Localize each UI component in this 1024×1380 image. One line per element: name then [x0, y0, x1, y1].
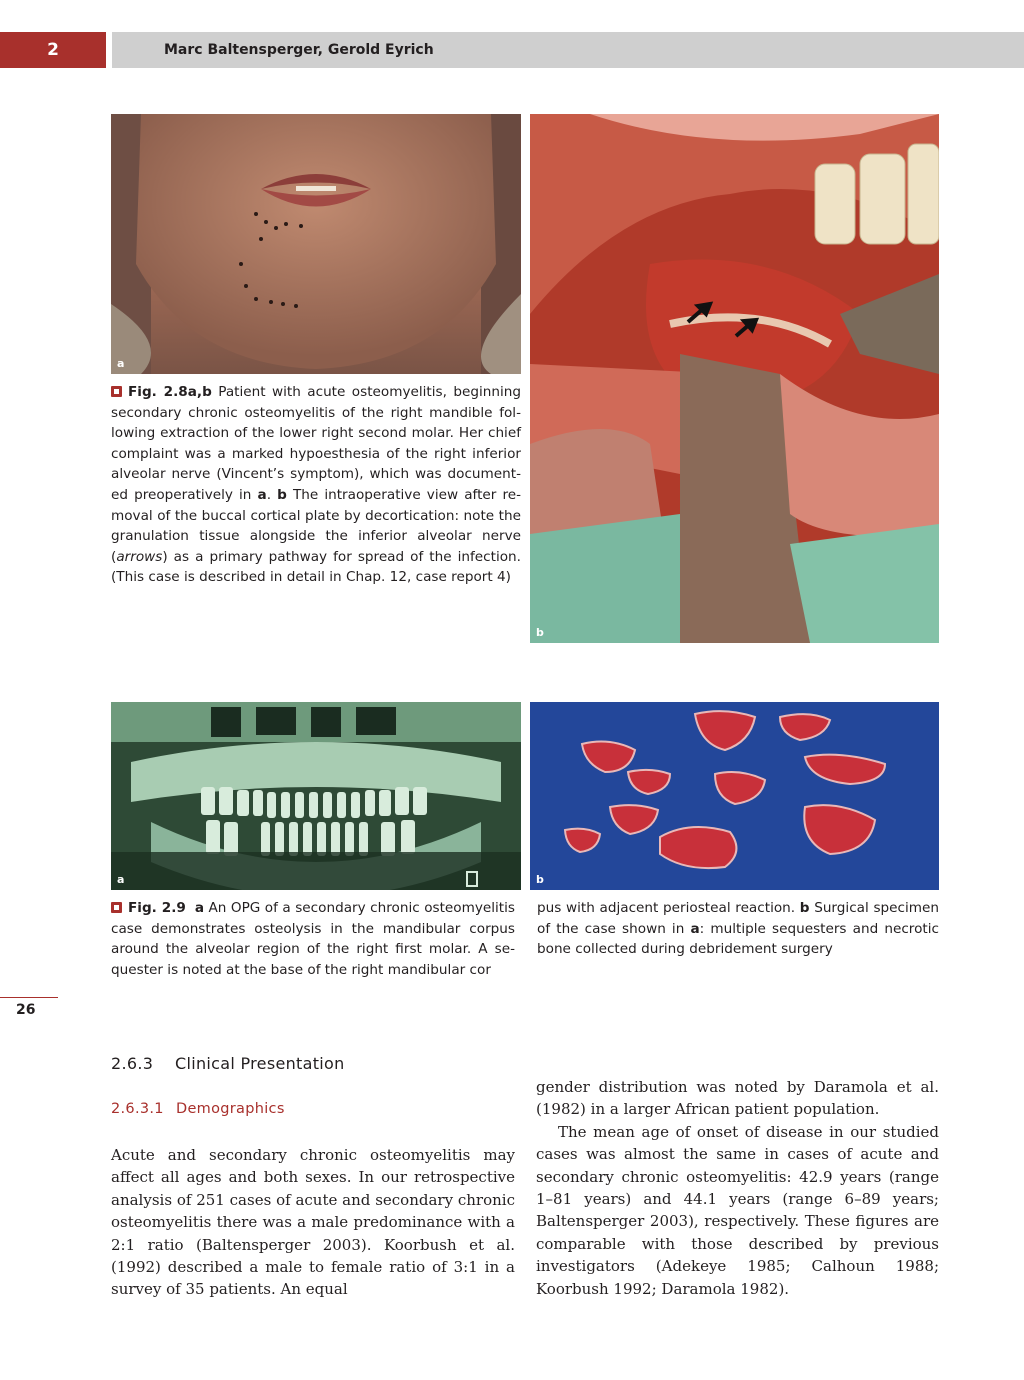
panel-label-b: b — [536, 873, 544, 886]
figure-2-9-caption-left — [111, 898, 515, 980]
running-header — [112, 32, 1024, 68]
caption-text: pus with adjacent periosteal reaction. — [537, 900, 800, 916]
caption-text: Surgical specimen of the case shown in — [537, 900, 939, 937]
subsection-title: Demographics — [176, 1101, 285, 1117]
caption-text: An OPG of a secondary chronic osteomyelitis case demonstrates osteolysis in the mandibular corpus around the alveolar region of the right first molar. A sequester is noted at the base of the right mandibular cor — [111, 900, 515, 978]
figure-2-8a-face-photo — [111, 114, 521, 374]
chapter-number: 2 — [0, 32, 106, 68]
panel-label-a: a — [117, 357, 125, 370]
caption-text: : multiple sequesters and necrotic bone collected during debridement surgery — [537, 920, 939, 958]
caption-ref-a: a — [257, 486, 267, 503]
subsection-heading — [111, 1101, 285, 1117]
caption-label: Fig. 2.8a,b — [128, 384, 212, 400]
figure-2-9-caption-right — [537, 898, 939, 960]
page-number: 26 — [16, 1002, 36, 1018]
page-number-rule — [0, 997, 58, 998]
section-title: Clinical Presentation — [175, 1054, 345, 1073]
body-text-left-column — [111, 1144, 515, 1301]
caption-ref-b: b — [277, 486, 287, 503]
header-authors: Marc Baltensperger, Gerold Eyrich — [164, 42, 434, 58]
caption-marker-icon — [111, 386, 122, 397]
figure-2-9b-specimen-photo — [530, 702, 939, 890]
caption-text: The intraoperative view after removal of the buccal cortical plate by decortication: note the granulation tissue alongside the inferior alveolar nerve ( — [111, 486, 521, 565]
caption-ref-a: a — [194, 900, 204, 916]
figure-2-9a-opg-xray — [111, 702, 521, 890]
caption-label: Fig. 2.9 — [128, 900, 186, 916]
subsection-number: 2.6.3.1 — [111, 1101, 164, 1117]
caption-marker-icon — [111, 902, 122, 913]
section-number: 2.6.3 — [111, 1054, 154, 1073]
caption-italic: arrows — [116, 548, 163, 565]
caption-ref-b: b — [799, 900, 810, 916]
section-heading — [111, 1054, 345, 1073]
body-text-right-column — [536, 1076, 939, 1300]
caption-text: Patient with acute osteomyelitis, beginning secondary chronic osteomyelitis of the right mandible following extraction of the lower right second molar. Her chief complaint was a marked hypoesthesia of the right inferior alveolar nerve (Vincent’s symptom), which was documented preoperatively in — [111, 384, 521, 503]
paragraph: gender distribution was noted by Daramola et al. (1982) in a larger African patient population. — [536, 1078, 939, 1119]
panel-label-a: a — [117, 873, 125, 886]
panel-label-b: b — [536, 626, 544, 639]
caption-text: . — [266, 486, 278, 503]
caption-ref-a: a — [690, 920, 700, 937]
caption-text: ) as a primary pathway for spread of the infection. (This case is described in detail in Chap. 12, case report 4) — [111, 548, 521, 586]
figure-2-8b-intraoperative-photo — [530, 114, 939, 643]
paragraph: Acute and secondary chronic osteomyelitis may affect all ages and both sexes. In our retrospective analysis of 251 cases of acute and secondary chronic osteomyelitis there was a male predominance with a 2:1 ratio (Baltensperger 2003). Koorbush et al. (1992) described a male to female ratio of 3:1 in a survey of 35 patients. An equal — [111, 1146, 515, 1299]
paragraph: The mean age of onset of disease in our studied cases was almost the same in cases of acute and secondary chronic osteomyelitis: 42.9 years (range 1–81 years) and 44.1 years (range 6–89 years; Baltensperger 2003), respectively. These figures are comparable with those described by previous investigators (Adekeye 1985; Calhoun 1988; Koorbush 1992; Daramola 1982). — [536, 1122, 939, 1298]
figure-2-8-caption — [111, 382, 521, 588]
